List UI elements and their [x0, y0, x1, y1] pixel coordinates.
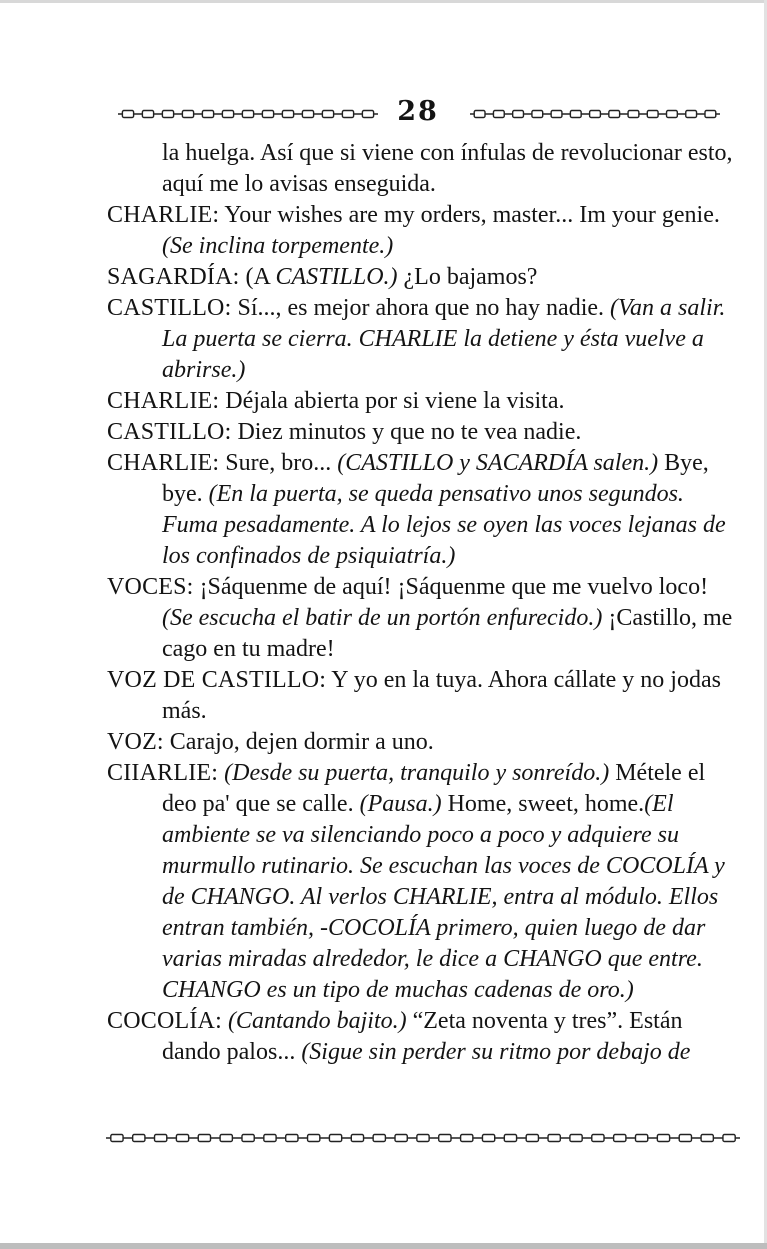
chain-link — [329, 1135, 341, 1142]
dialogue-line — [107, 572, 737, 665]
dialogue-line — [107, 293, 737, 386]
stage-direction: CASTILLO.) — [275, 264, 398, 290]
chain-link — [286, 1135, 298, 1142]
dialogue-text: ¡Sáquenme de aquí! ¡Sáquenme que me vuelvo loco! — [193, 574, 709, 600]
dialogue-text: ¡Castillo, me cago en tu madre! — [162, 605, 733, 662]
dialogue-line — [107, 727, 737, 758]
page-bottom-edge — [0, 1243, 767, 1249]
speaker-name: COCOLÍA: — [107, 1008, 222, 1034]
stage-direction: (El ambiente se va silenciando poco a poco y adquiere su murmullo rutinario. Se escuchan las voces de COCOLÍA y de CHANGO. Al verlos CHARLIE, entra al módulo. Ellos entran también, -COCOLÍA primero, quien luego de dar varias miradas alrededor, le dice a CHANGO que entre. CHANGO es un tipo de muchas cadenas de oro.) — [162, 791, 725, 1003]
chain-link — [142, 111, 153, 118]
dialogue-line — [107, 386, 737, 417]
chain-link — [342, 111, 353, 118]
chain-link — [202, 111, 213, 118]
chain-link — [242, 111, 253, 118]
dialogue-text: ¿Lo bajamos? — [397, 264, 538, 290]
chain-link — [264, 1135, 276, 1142]
dialogue-text: Y yo en la tuya. Ahora cállate y no jodas más. — [162, 667, 721, 724]
chain-link — [679, 1135, 691, 1142]
chain-link — [504, 1135, 516, 1142]
chain-link — [133, 1135, 145, 1142]
speaker-name: CHARLIE: — [107, 388, 220, 414]
speaker-name: VOCES: — [107, 574, 194, 600]
chain-link — [667, 111, 678, 118]
chain-link — [242, 1135, 254, 1142]
dialogue-line — [107, 200, 737, 262]
chain-link — [182, 111, 193, 118]
chain-link — [461, 1135, 473, 1142]
chain-link — [220, 1135, 232, 1142]
chain-link — [686, 111, 697, 118]
chain-link — [705, 111, 716, 118]
stage-direction: (Van a salir. La puerta se cierra. CHARLIE la detiene y ésta vuelve a abrirse.) — [162, 295, 726, 383]
header-chain-right — [470, 109, 720, 119]
dialogue-text: Sure, bro... — [219, 450, 338, 476]
chain-link — [111, 1135, 123, 1142]
dialogue-text: Bye, bye. — [162, 450, 709, 507]
chain-link — [282, 111, 293, 118]
chain-link — [482, 1135, 494, 1142]
chain-link — [657, 1135, 669, 1142]
dialogue-text: Carajo, dejen dormir a uno. — [163, 729, 434, 755]
chain-link — [628, 111, 639, 118]
speaker-name: VOZ DE CASTILLO: — [107, 667, 327, 693]
dialogue-line — [107, 665, 737, 727]
stage-direction: (Cantando bajito.) — [227, 1008, 407, 1034]
dialogue-text: “Zeta noventa y tres”. Están dando palos... — [162, 1008, 683, 1065]
chain-link — [592, 1135, 604, 1142]
page-header — [118, 98, 718, 132]
header-chain-left — [118, 109, 378, 119]
footer-chain — [106, 1133, 740, 1143]
chain-link — [351, 1135, 363, 1142]
dialogue-text: Diez minutos y que no te vea nadie. — [231, 419, 582, 445]
dialogue-text: Métele el deo pa' que se calle. — [162, 760, 706, 817]
stage-direction: (CASTILLO y SACARDÍA salen.) — [337, 450, 659, 476]
speaker-name: CHARLIE: — [107, 202, 220, 228]
chain-link — [362, 111, 373, 118]
chain-link — [548, 1135, 560, 1142]
chain-link — [176, 1135, 188, 1142]
chain-link — [532, 111, 543, 118]
script-body — [107, 138, 737, 1068]
speaker-name: CIIARLIE: — [107, 760, 219, 786]
speaker-name: CASTILLO: — [107, 295, 232, 321]
stage-direction: (Desde su puerta, tranquilo y sonreído.) — [224, 760, 610, 786]
chain-link — [439, 1135, 451, 1142]
chain-link — [647, 111, 658, 118]
dialogue-line — [107, 448, 737, 572]
dialogue-text: Sí..., es mejor ahora que no hay nadie. — [231, 295, 611, 321]
chain-link — [635, 1135, 647, 1142]
chain-link — [609, 111, 620, 118]
dialogue-line — [107, 417, 737, 448]
chain-link — [322, 111, 333, 118]
chain-link — [417, 1135, 429, 1142]
dialogue-line — [107, 1006, 737, 1068]
speaker-name: CHARLIE: — [107, 450, 220, 476]
dialogue-line — [107, 758, 737, 1006]
speaker-name: SAGARDÍA: — [107, 264, 240, 290]
chain-link — [308, 1135, 320, 1142]
page-number: 28 — [397, 96, 439, 127]
chain-link — [198, 1135, 210, 1142]
dialogue-text: Your wishes are my orders, master... Im your genie. — [219, 202, 720, 228]
chain-link — [723, 1135, 735, 1142]
chain-link — [701, 1135, 713, 1142]
chain-link — [122, 111, 133, 118]
chain-link — [373, 1135, 385, 1142]
dialogue-text: Déjala abierta por si viene la visita. — [219, 388, 565, 414]
chain-link — [262, 111, 273, 118]
stage-direction: (Se inclina torpemente.) — [162, 233, 394, 259]
page-top-edge — [0, 0, 767, 3]
stage-direction: (Se escucha el batir de un portón enfurecido.) — [162, 605, 603, 631]
dialogue-text: la huelga. Así que si viene con ínfulas de revolucionar esto, aquí me lo avisas enseguida. — [162, 140, 733, 197]
chain-link — [614, 1135, 626, 1142]
chain-link — [302, 111, 313, 118]
chain-link — [570, 111, 581, 118]
dialogue-text: (A — [239, 264, 276, 290]
chain-link — [526, 1135, 538, 1142]
chain-link — [395, 1135, 407, 1142]
dialogue-line — [107, 262, 737, 293]
chain-link — [513, 111, 524, 118]
chain-link — [162, 111, 173, 118]
chain-link — [551, 111, 562, 118]
chain-link — [493, 111, 504, 118]
stage-direction: (Sigue sin perder su ritmo por debajo de — [301, 1039, 691, 1065]
chain-link — [474, 111, 485, 118]
speaker-name: CASTILLO: — [107, 419, 232, 445]
stage-direction: (Pausa.) — [359, 791, 442, 817]
speaker-name: VOZ: — [107, 729, 164, 755]
chain-link — [222, 111, 233, 118]
chain-link — [155, 1135, 167, 1142]
continuation-line — [107, 138, 737, 200]
dialogue-text: Home, sweet, home. — [441, 791, 645, 817]
chain-link — [590, 111, 601, 118]
chain-link — [570, 1135, 582, 1142]
stage-direction: (En la puerta, se queda pensativo unos segundos. Fuma pesadamente. A lo lejos se oyen las voces lejanas de los confinados de psiquiatría.) — [162, 481, 726, 569]
